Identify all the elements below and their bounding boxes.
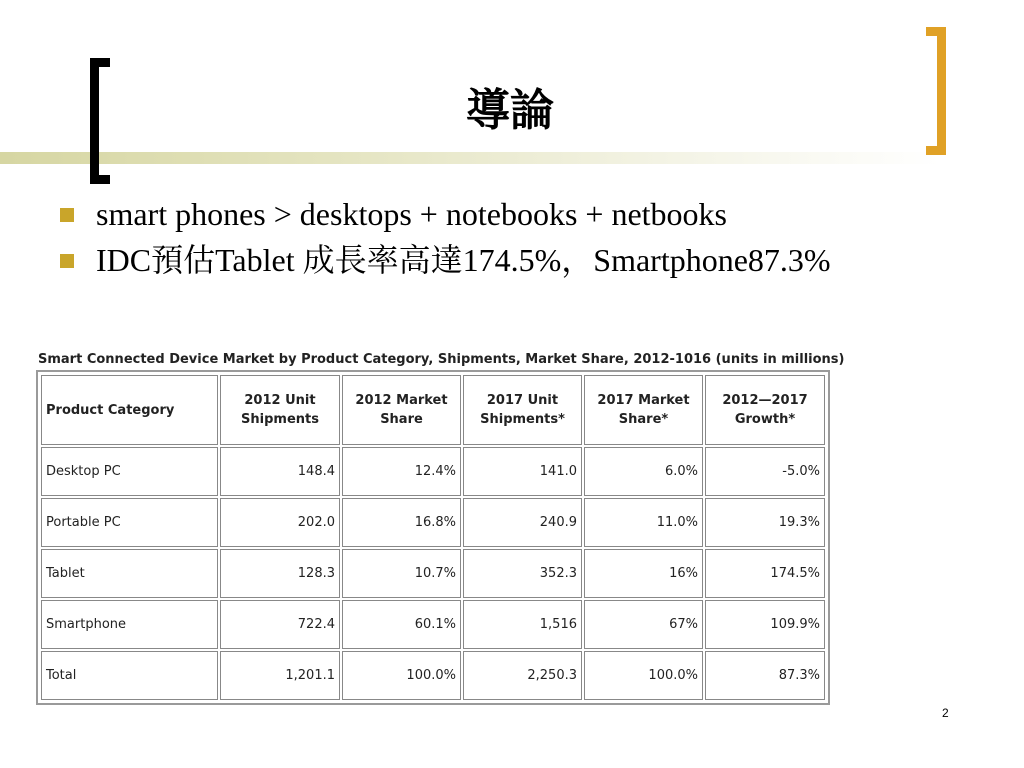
table-cell: 100.0% [342, 651, 461, 700]
table-cell: 12.4% [342, 447, 461, 496]
bullet-list [58, 192, 958, 284]
table-cell: 11.0% [584, 498, 703, 547]
table-cell: 16.8% [342, 498, 461, 547]
header-2012-market-share: 2012 Market Share [342, 375, 461, 445]
market-table [39, 373, 827, 702]
table-header-row [41, 375, 825, 445]
table-cell: 141.0 [463, 447, 582, 496]
table-row [41, 549, 825, 598]
table-cell: 202.0 [220, 498, 340, 547]
header-product-category: Product Category [41, 375, 218, 445]
left-bracket-decoration [90, 58, 110, 184]
table-cell: Smartphone [41, 600, 218, 649]
table-cell: Desktop PC [41, 447, 218, 496]
table-cell: 174.5% [705, 549, 825, 598]
table-row [41, 447, 825, 496]
market-table-frame [36, 370, 830, 705]
table-cell: 67% [584, 600, 703, 649]
table-cell: 10.7% [342, 549, 461, 598]
slide-title: 導論 [466, 85, 554, 136]
right-bracket-decoration [926, 27, 946, 155]
table-row [41, 600, 825, 649]
table-cell: 1,201.1 [220, 651, 340, 700]
table-cell: 6.0% [584, 447, 703, 496]
table-cell: 87.3% [705, 651, 825, 700]
bullet-item [58, 238, 958, 282]
square-bullet-icon [60, 254, 74, 268]
table-row [41, 651, 825, 700]
title-underline-bar [0, 152, 940, 164]
table-cell: Tablet [41, 549, 218, 598]
bullet-text: smart phones > desktops + notebooks + netbooks [96, 196, 727, 232]
table-caption: Smart Connected Device Market by Product Category, Shipments, Market Share, 2012-1016 (units in millions) [38, 352, 845, 367]
page-number: 2 [942, 706, 949, 720]
header-2017-unit-shipments: 2017 Unit Shipments* [463, 375, 582, 445]
bullet-item [58, 192, 958, 236]
table-cell: 1,516 [463, 600, 582, 649]
table-cell: -5.0% [705, 447, 825, 496]
header-2012-unit-shipments: 2012 Unit Shipments [220, 375, 340, 445]
table-row [41, 498, 825, 547]
table-cell: 2,250.3 [463, 651, 582, 700]
table-cell: 60.1% [342, 600, 461, 649]
table-cell: 128.3 [220, 549, 340, 598]
header-2017-market-share: 2017 Market Share* [584, 375, 703, 445]
table-cell: 148.4 [220, 447, 340, 496]
header-growth: 2012—2017 Growth* [705, 375, 825, 445]
table-cell: 109.9% [705, 600, 825, 649]
table-cell: 240.9 [463, 498, 582, 547]
table-cell: 16% [584, 549, 703, 598]
table-cell: 352.3 [463, 549, 582, 598]
bullet-text: IDC預估Tablet 成長率高達174.5%，Smartphone87.3% [96, 242, 831, 278]
table-cell: 100.0% [584, 651, 703, 700]
square-bullet-icon [60, 208, 74, 222]
table-cell: Portable PC [41, 498, 218, 547]
table-cell: 722.4 [220, 600, 340, 649]
table-cell: 19.3% [705, 498, 825, 547]
table-cell: Total [41, 651, 218, 700]
